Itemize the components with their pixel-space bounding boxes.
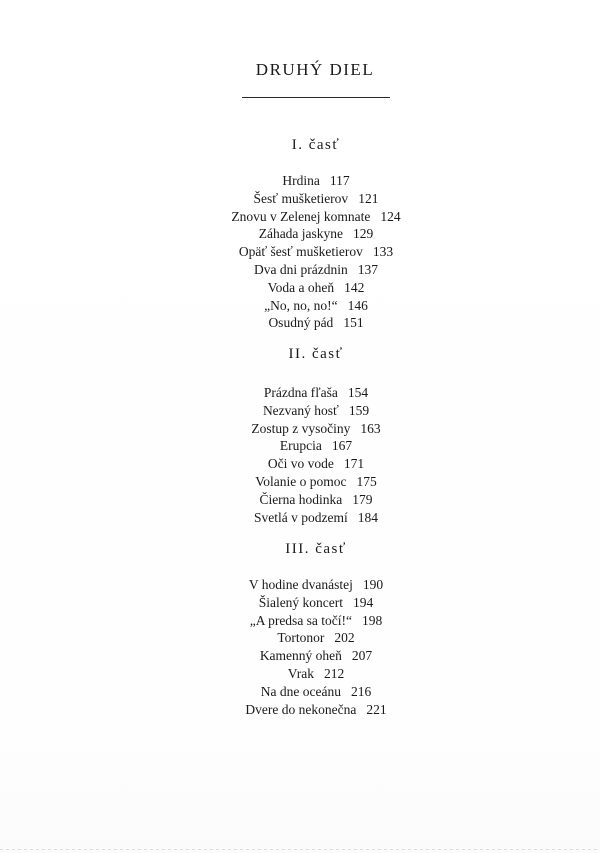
entry-title: Vrak [287, 665, 314, 681]
part-2-entries [0, 384, 600, 526]
entry-page: 202 [334, 630, 355, 646]
entry-page: 117 [329, 173, 350, 188]
entry-title: V hodine dvanástej [248, 577, 353, 592]
entry-title: Na dne oceánu [260, 683, 341, 699]
part-heading-2: II. časť [288, 346, 344, 362]
toc-entry[interactable] [0, 420, 600, 438]
entry-title: „A predsa sa točí!“ [249, 612, 353, 628]
toc-entry[interactable] [0, 491, 600, 509]
entry-title: Záhada jaskyne [258, 226, 344, 242]
entry-title: Oči vo vode [267, 456, 334, 472]
entry-title: Čierna hodinka [259, 491, 343, 507]
entry-page: 175 [356, 473, 377, 489]
toc-entry[interactable] [0, 297, 600, 315]
entry-title: Znovu v Zelenej komnate [231, 208, 371, 224]
toc-entry[interactable] [0, 701, 600, 719]
toc-entry[interactable] [0, 384, 600, 402]
toc-entry[interactable] [0, 683, 600, 701]
entry-title: Opäť šesť mušketierov [238, 244, 363, 260]
entry-page: 212 [323, 665, 345, 681]
entry-page: 154 [347, 385, 369, 400]
entry-page: 146 [347, 297, 368, 313]
toc-entry[interactable] [0, 629, 600, 647]
toc-entry[interactable] [0, 314, 600, 332]
title-divider [242, 97, 390, 98]
entry-title: Nezvaný hosť [262, 402, 339, 418]
entry-page: 221 [366, 701, 387, 717]
entry-page: 198 [362, 612, 383, 628]
entry-page: 184 [357, 509, 378, 525]
entry-page: 151 [343, 315, 364, 331]
entry-page: 163 [360, 420, 381, 436]
toc-entry[interactable] [0, 455, 600, 473]
toc-entry[interactable] [0, 208, 600, 226]
toc-entry[interactable] [0, 576, 600, 594]
entry-page: 137 [357, 261, 378, 277]
entry-title: Hrdina [282, 173, 320, 188]
entry-page: 179 [352, 491, 373, 507]
entry-page: 159 [348, 402, 370, 418]
toc-entry[interactable] [0, 437, 600, 455]
toc-entry[interactable] [0, 243, 600, 261]
volume-title: DRUHÝ DIEL [255, 60, 375, 79]
part-3-entries [0, 576, 600, 718]
entry-title: Šialený koncert [258, 594, 344, 610]
toc-entry[interactable] [0, 279, 600, 297]
toc-entry[interactable] [0, 172, 600, 190]
toc-entry[interactable] [0, 594, 600, 612]
entry-title: Erupcia [279, 438, 322, 454]
entry-page: 133 [372, 244, 394, 260]
toc-entry[interactable] [0, 190, 600, 208]
part-1-entries [0, 172, 600, 332]
entry-page: 142 [344, 279, 365, 295]
toc-entry[interactable] [0, 665, 600, 683]
toc-entry[interactable] [0, 402, 600, 420]
entry-page: 171 [343, 456, 365, 472]
entry-title: Zostup z vysočiny [251, 420, 351, 436]
entry-title: Šesť mušketierov [253, 190, 349, 206]
toc-entry[interactable] [0, 509, 600, 527]
scan-edge-line [0, 849, 600, 850]
toc-entry[interactable] [0, 612, 600, 630]
entry-page: 121 [358, 190, 379, 206]
entry-page: 124 [380, 208, 401, 224]
entry-title: Prázdna fľaša [263, 385, 338, 400]
entry-page: 190 [362, 577, 384, 592]
entry-title: Svetlá v podzemí [254, 509, 348, 525]
part-heading-1: I. časť [291, 137, 341, 153]
entry-page: 194 [353, 594, 374, 610]
entry-page: 216 [350, 683, 372, 699]
entry-title: Tortonor [277, 630, 325, 646]
toc-entry[interactable] [0, 225, 600, 243]
part-heading-3: III. časť [285, 541, 347, 557]
toc-entry[interactable] [0, 647, 600, 665]
toc-entry[interactable] [0, 261, 600, 279]
entry-title: Kamenný oheň [259, 648, 342, 664]
entry-title: Osudný pád [268, 315, 334, 331]
entry-page: 167 [331, 438, 353, 454]
entry-page: 207 [351, 648, 373, 664]
entry-title: Dva dni prázdnin [254, 261, 348, 277]
entry-title: Volanie o pomoc [255, 473, 347, 489]
entry-title: Voda a oheň [267, 279, 335, 295]
entry-page: 129 [353, 226, 374, 242]
entry-title: Dvere do nekonečna [245, 701, 357, 717]
entry-title: „No, no, no!“ [264, 297, 338, 313]
toc-entry[interactable] [0, 473, 600, 491]
